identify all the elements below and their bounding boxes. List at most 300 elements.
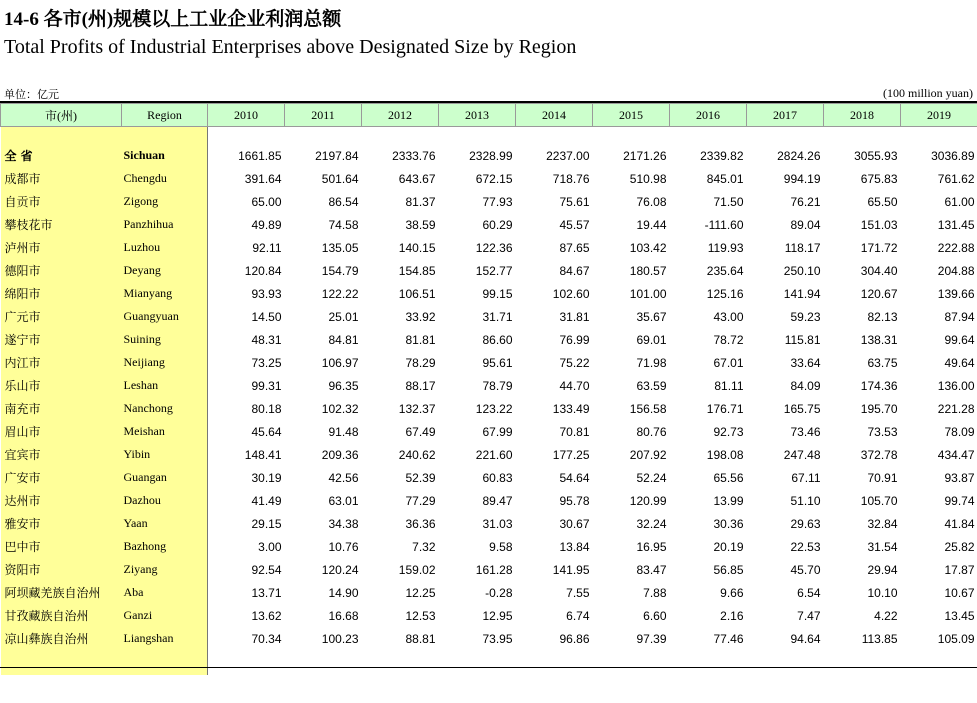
table-title-chinese: 14-6 各市(州)规模以上工业企业利润总额 [4, 9, 342, 30]
profit-value-cell: 44.70 [559, 378, 590, 393]
profit-value-cell: 76.21 [790, 194, 821, 209]
profit-value-cell: 88.81 [405, 631, 436, 646]
profit-value-cell: 122.36 [475, 240, 513, 255]
profit-value-cell: 78.29 [405, 355, 436, 370]
profit-value-cell: 99.15 [482, 286, 513, 301]
profit-value-cell: 93.93 [251, 286, 282, 301]
profit-value-cell: 97.39 [636, 631, 667, 646]
profit-value-cell: 176.71 [706, 401, 744, 416]
profit-value-cell: 92.73 [713, 424, 744, 439]
profit-value-cell: 3055.93 [854, 148, 898, 163]
profit-value-cell: 51.10 [790, 493, 821, 508]
profit-value-cell: 78.09 [944, 424, 975, 439]
region-name-english: Ziyang [122, 558, 208, 581]
profit-value-cell: 65.50 [867, 194, 898, 209]
profit-value-cell: 501.64 [321, 171, 359, 186]
table-row [1, 581, 977, 604]
profit-value-cell: 41.84 [944, 516, 975, 531]
profit-value-cell: 42.56 [328, 470, 359, 485]
profit-value-cell: 139.66 [937, 286, 975, 301]
profit-value-cell: 83.47 [636, 562, 667, 577]
table-body [1, 127, 977, 676]
profit-value-cell: 22.53 [790, 539, 821, 554]
table-row [1, 351, 977, 374]
profit-value-cell: 81.37 [405, 194, 436, 209]
profit-value-cell: 120.67 [860, 286, 898, 301]
profit-value-cell: 32.84 [867, 516, 898, 531]
profit-value-cell: 45.70 [790, 562, 821, 577]
profit-value-cell: 56.85 [713, 562, 744, 577]
table-row [1, 213, 977, 236]
profit-value-cell: 304.40 [860, 263, 898, 278]
profit-value-cell: 31.71 [482, 309, 513, 324]
header-year: 2015 [593, 104, 670, 127]
header-row [1, 104, 977, 127]
profit-value-cell: 845.01 [706, 171, 744, 186]
profit-value-cell: 70.34 [251, 631, 282, 646]
region-name-english: Yibin [122, 443, 208, 466]
profit-value-cell: 148.41 [244, 447, 282, 462]
profit-value-cell: 171.72 [860, 240, 898, 255]
profit-value-cell: 391.64 [244, 171, 282, 186]
profit-value-cell: 12.95 [482, 608, 513, 623]
region-name-english: Neijiang [122, 351, 208, 374]
profit-value-cell: 63.59 [636, 378, 667, 393]
profit-value-cell: 86.60 [482, 332, 513, 347]
region-name-chinese: 南充市 [1, 397, 122, 420]
profit-value-cell: 52.39 [405, 470, 436, 485]
profit-value-cell: 120.24 [321, 562, 359, 577]
profit-value-cell: 70.81 [559, 424, 590, 439]
profit-value-cell: 67.01 [713, 355, 744, 370]
profit-value-cell: 1661.85 [238, 148, 282, 163]
profit-value-cell: 105.70 [860, 493, 898, 508]
profit-value-cell: 221.28 [937, 401, 975, 416]
profit-value-cell: 7.47 [797, 608, 821, 623]
table-row [1, 535, 977, 558]
header-year: 2019 [901, 104, 977, 127]
profit-value-cell: 76.08 [636, 194, 667, 209]
profit-value-cell: 43.00 [713, 309, 744, 324]
profit-value-cell: 10.10 [867, 585, 898, 600]
profit-value-cell: 14.90 [328, 585, 359, 600]
profit-value-cell: 372.78 [860, 447, 898, 462]
region-name-chinese: 攀枝花市 [1, 213, 122, 236]
region-name-english: Bazhong [122, 535, 208, 558]
province-total-row [1, 144, 977, 167]
profits-table [0, 103, 977, 675]
profit-value-cell: 105.09 [937, 631, 975, 646]
region-name-chinese: 资阳市 [1, 558, 122, 581]
profit-value-cell: 84.09 [790, 378, 821, 393]
profit-value-cell: 204.88 [937, 263, 975, 278]
profit-value-cell: 81.81 [405, 332, 436, 347]
region-name-chinese: 宜宾市 [1, 443, 122, 466]
profit-value-cell: 13.99 [713, 493, 744, 508]
table-row [1, 558, 977, 581]
profit-value-cell: 141.95 [552, 562, 590, 577]
profit-value-cell: 89.04 [790, 217, 821, 232]
profit-value-cell: 41.49 [251, 493, 282, 508]
profit-value-cell: 31.03 [482, 516, 513, 531]
table-row [1, 305, 977, 328]
region-name-english: Aba [122, 581, 208, 604]
profit-value-cell: 198.08 [706, 447, 744, 462]
profit-value-cell: 75.22 [559, 355, 590, 370]
profit-value-cell: 140.15 [398, 240, 436, 255]
table-row [1, 259, 977, 282]
table-row [1, 512, 977, 535]
header-year: 2018 [824, 104, 901, 127]
profit-value-cell: 7.32 [412, 539, 436, 554]
profit-value-cell: 30.19 [251, 470, 282, 485]
table-row [1, 328, 977, 351]
table-row [1, 167, 977, 190]
profit-value-cell: 9.66 [720, 585, 744, 600]
region-name-english: Zigong [122, 190, 208, 213]
profit-value-cell: 87.94 [944, 309, 975, 324]
profit-value-cell: 718.76 [552, 171, 590, 186]
profit-value-cell: 2.16 [720, 608, 744, 623]
profit-value-cell: 2328.99 [469, 148, 513, 163]
profit-value-cell: 207.92 [629, 447, 667, 462]
profit-value-cell: 17.87 [944, 562, 975, 577]
profit-value-cell: 103.42 [629, 240, 667, 255]
region-name-english: Nanchong [122, 397, 208, 420]
profit-value-cell: 71.50 [713, 194, 744, 209]
header-year: 2012 [362, 104, 439, 127]
table-title-english: Total Profits of Industrial Enterprises above Designated Size by Region [4, 36, 577, 58]
region-name-english: Leshan [122, 374, 208, 397]
profit-value-cell: 36.36 [405, 516, 436, 531]
profit-value-cell: 154.79 [321, 263, 359, 278]
region-name-english: Yaan [122, 512, 208, 535]
profit-value-cell: 29.94 [867, 562, 898, 577]
profit-value-cell: 54.64 [559, 470, 590, 485]
profit-value-cell: 195.70 [860, 401, 898, 416]
profit-value-cell: 133.49 [552, 401, 590, 416]
profit-value-cell: 81.11 [714, 378, 744, 393]
region-name-chinese: 遂宁市 [1, 328, 122, 351]
profit-value-cell: 34.38 [328, 516, 359, 531]
region-name-chinese: 阿坝藏羌族自治州 [1, 581, 122, 604]
spacer-row [1, 127, 977, 145]
profit-value-cell: 118.17 [784, 240, 821, 255]
profit-value-cell: 119.93 [707, 240, 744, 255]
profit-value-cell: 6.60 [643, 608, 667, 623]
profit-value-cell: 77.93 [482, 194, 513, 209]
profit-value-cell: 2237.00 [546, 148, 590, 163]
profit-value-cell: 71.98 [636, 355, 667, 370]
profit-value-cell: 4.22 [874, 608, 898, 623]
profit-value-cell: 65.00 [251, 194, 282, 209]
profit-value-cell: 16.95 [636, 539, 667, 554]
region-name-english: Sichuan [122, 144, 208, 167]
region-name-english: Deyang [122, 259, 208, 282]
profit-value-cell: 101.00 [629, 286, 667, 301]
profit-value-cell: 10.76 [328, 539, 359, 554]
unit-label-chinese: 单位：亿元 [4, 88, 59, 101]
profit-value-cell: 135.05 [321, 240, 359, 255]
region-name-english: Dazhou [122, 489, 208, 512]
profit-value-cell: 30.36 [713, 516, 744, 531]
region-name-english: Guangyuan [122, 305, 208, 328]
profit-value-cell: 7.88 [643, 585, 667, 600]
region-name-chinese: 广安市 [1, 466, 122, 489]
table-row [1, 420, 977, 443]
region-name-chinese: 达州市 [1, 489, 122, 512]
region-name-chinese: 雅安市 [1, 512, 122, 535]
region-name-english: Mianyang [122, 282, 208, 305]
profit-value-cell: 92.11 [252, 240, 282, 255]
profit-value-cell: 7.55 [566, 585, 590, 600]
table-row [1, 489, 977, 512]
profit-value-cell: 247.48 [783, 447, 821, 462]
profit-value-cell: 99.64 [944, 332, 975, 347]
profit-value-cell: 161.28 [475, 562, 513, 577]
profit-value-cell: 31.54 [867, 539, 898, 554]
profit-value-cell: 152.77 [475, 263, 513, 278]
profit-value-cell: 96.35 [328, 378, 359, 393]
profit-value-cell: 52.24 [636, 470, 667, 485]
profit-value-cell: 59.23 [790, 309, 821, 324]
table-row [1, 190, 977, 213]
profit-value-cell: 48.31 [251, 332, 282, 347]
profit-value-cell: 12.25 [405, 585, 436, 600]
profit-value-cell: 80.18 [251, 401, 282, 416]
profit-value-cell: 96.86 [559, 631, 590, 646]
profit-value-cell: 136.00 [937, 378, 975, 393]
header-year: 2013 [439, 104, 516, 127]
profit-value-cell: 95.61 [482, 355, 513, 370]
profit-value-cell: 88.17 [405, 378, 436, 393]
profit-value-cell: 106.97 [321, 355, 359, 370]
profit-value-cell: 63.75 [867, 355, 898, 370]
profit-value-cell: 82.13 [867, 309, 898, 324]
region-name-english: Ganzi [122, 604, 208, 627]
region-name-chinese: 甘孜藏族自治州 [1, 604, 122, 627]
profit-value-cell: 165.75 [783, 401, 821, 416]
profit-value-cell: 89.47 [482, 493, 513, 508]
profit-value-cell: 87.65 [559, 240, 590, 255]
table-bottom-rule [0, 667, 977, 668]
profit-value-cell: 250.10 [783, 263, 821, 278]
profit-value-cell: 16.68 [328, 608, 359, 623]
region-name-english: Guangan [122, 466, 208, 489]
profit-value-cell: 78.72 [713, 332, 744, 347]
profit-value-cell: 84.67 [559, 263, 590, 278]
profit-value-cell: 115.81 [784, 332, 821, 347]
profit-value-cell: 99.74 [944, 493, 975, 508]
profit-value-cell: 73.53 [867, 424, 898, 439]
region-name-chinese: 绵阳市 [1, 282, 122, 305]
profit-value-cell: 120.99 [629, 493, 667, 508]
profit-value-cell: 95.78 [559, 493, 590, 508]
profit-value-cell: 75.61 [559, 194, 590, 209]
profit-value-cell: 31.81 [559, 309, 590, 324]
profit-value-cell: 123.22 [475, 401, 513, 416]
profit-value-cell: 9.58 [489, 539, 513, 554]
region-name-english: Chengdu [122, 167, 208, 190]
profit-value-cell: 180.57 [629, 263, 667, 278]
profit-value-cell: 45.64 [251, 424, 282, 439]
profit-value-cell: 92.54 [251, 562, 282, 577]
table-row [1, 627, 977, 650]
profit-value-cell: 113.85 [861, 631, 898, 646]
profit-value-cell: 67.99 [482, 424, 513, 439]
region-name-chinese: 自贡市 [1, 190, 122, 213]
profit-value-cell: 672.15 [475, 171, 513, 186]
profit-value-cell: 13.45 [944, 608, 975, 623]
profit-value-cell: 156.58 [629, 401, 667, 416]
profit-value-cell: 77.46 [713, 631, 744, 646]
region-name-chinese: 乐山市 [1, 374, 122, 397]
region-name-chinese: 眉山市 [1, 420, 122, 443]
region-name-chinese: 成都市 [1, 167, 122, 190]
profit-value-cell: 643.67 [398, 171, 436, 186]
profit-value-cell: 61.00 [944, 194, 975, 209]
table-row [1, 397, 977, 420]
profit-value-cell: 25.82 [944, 539, 975, 554]
header-city: 市(州) [1, 104, 122, 127]
profit-value-cell: 151.03 [860, 217, 898, 232]
region-name-chinese: 广元市 [1, 305, 122, 328]
profit-value-cell: 73.46 [790, 424, 821, 439]
profit-value-cell: 99.31 [251, 378, 282, 393]
profit-value-cell: 45.57 [559, 217, 590, 232]
profit-value-cell: 761.62 [937, 171, 975, 186]
profit-value-cell: 73.95 [482, 631, 513, 646]
region-name-chinese: 巴中市 [1, 535, 122, 558]
profit-value-cell: 29.63 [790, 516, 821, 531]
profit-value-cell: 3.00 [258, 539, 282, 554]
region-name-english: Meishan [122, 420, 208, 443]
profit-value-cell: 63.01 [328, 493, 359, 508]
table-row [1, 443, 977, 466]
profit-value-cell: 510.98 [629, 171, 667, 186]
profit-value-cell: 19.44 [636, 217, 667, 232]
profit-value-cell: 120.84 [244, 263, 282, 278]
profit-value-cell: 70.91 [867, 470, 898, 485]
region-name-english: Suining [122, 328, 208, 351]
header-year: 2017 [747, 104, 824, 127]
profit-value-cell: 994.19 [783, 171, 821, 186]
profit-value-cell: 209.36 [321, 447, 359, 462]
region-name-chinese: 全 省 [1, 144, 122, 167]
profit-value-cell: 38.59 [405, 217, 436, 232]
profit-value-cell: 141.94 [783, 286, 821, 301]
profit-value-cell: 235.64 [706, 263, 744, 278]
profit-value-cell: 174.36 [860, 378, 898, 393]
profit-value-cell: 102.60 [552, 286, 590, 301]
profit-value-cell: 122.22 [321, 286, 359, 301]
region-name-english: Luzhou [122, 236, 208, 259]
profit-value-cell: 33.92 [405, 309, 436, 324]
header-year: 2011 [285, 104, 362, 127]
table-row [1, 282, 977, 305]
profit-value-cell: 91.48 [328, 424, 359, 439]
profit-value-cell: 65.56 [713, 470, 744, 485]
profit-value-cell: 154.85 [398, 263, 436, 278]
profit-value-cell: 6.54 [797, 585, 821, 600]
profit-value-cell: 20.19 [713, 539, 744, 554]
profit-value-cell: 25.01 [328, 309, 359, 324]
profit-value-cell: 78.79 [482, 378, 513, 393]
table-row [1, 604, 977, 627]
header-year: 2016 [670, 104, 747, 127]
profit-value-cell: 32.24 [636, 516, 667, 531]
profit-value-cell: 132.37 [398, 401, 436, 416]
profit-value-cell: 60.29 [482, 217, 513, 232]
table-row [1, 236, 977, 259]
region-name-chinese: 凉山彝族自治州 [1, 627, 122, 650]
profit-value-cell: 93.87 [944, 470, 975, 485]
profit-value-cell: 222.88 [937, 240, 975, 255]
profit-value-cell: 125.16 [706, 286, 744, 301]
profit-value-cell: 177.25 [552, 447, 590, 462]
profit-value-cell: 2339.82 [700, 148, 744, 163]
profit-value-cell: 49.89 [251, 217, 282, 232]
profit-value-cell: 2197.84 [315, 148, 359, 163]
profit-value-cell: 13.62 [251, 608, 282, 623]
profit-value-cell: 675.83 [860, 171, 898, 186]
profit-value-cell: 76.99 [559, 332, 590, 347]
profit-value-cell: 221.60 [475, 447, 513, 462]
profit-value-cell: 138.31 [860, 332, 898, 347]
profit-value-cell: 2171.26 [623, 148, 667, 163]
region-name-english: Panzhihua [122, 213, 208, 236]
profit-value-cell: 13.71 [251, 585, 282, 600]
region-name-english: Liangshan [122, 627, 208, 650]
profit-value-cell: 73.25 [251, 355, 282, 370]
profit-value-cell: 30.67 [559, 516, 590, 531]
profit-value-cell: 240.62 [398, 447, 436, 462]
profit-value-cell: 106.51 [398, 286, 436, 301]
profit-value-cell: -111.60 [704, 217, 744, 232]
region-name-chinese: 内江市 [1, 351, 122, 374]
profit-value-cell: 102.32 [321, 401, 359, 416]
profit-value-cell: 33.64 [790, 355, 821, 370]
region-name-chinese: 泸州市 [1, 236, 122, 259]
profit-value-cell: -0.28 [485, 585, 513, 600]
profit-value-cell: 14.50 [251, 309, 282, 324]
header-year: 2010 [208, 104, 285, 127]
profit-value-cell: 49.64 [944, 355, 975, 370]
profit-value-cell: 94.64 [790, 631, 821, 646]
profit-value-cell: 6.74 [566, 608, 590, 623]
profit-value-cell: 86.54 [328, 194, 359, 209]
region-name-chinese: 德阳市 [1, 259, 122, 282]
header-region: Region [122, 104, 208, 127]
profit-value-cell: 159.02 [398, 562, 436, 577]
profit-value-cell: 74.58 [328, 217, 359, 232]
profit-value-cell: 13.84 [559, 539, 590, 554]
trailing-spacer-row [1, 650, 977, 675]
table-row [1, 466, 977, 489]
profit-value-cell: 2824.26 [777, 148, 821, 163]
profit-value-cell: 69.01 [636, 332, 667, 347]
profit-value-cell: 29.15 [251, 516, 282, 531]
unit-label-english: (100 million yuan) [883, 86, 973, 100]
profit-value-cell: 60.83 [482, 470, 513, 485]
profit-value-cell: 35.67 [636, 309, 667, 324]
profit-value-cell: 3036.89 [931, 148, 975, 163]
profit-value-cell: 131.45 [937, 217, 975, 232]
profit-value-cell: 434.47 [937, 447, 975, 462]
profit-value-cell: 12.53 [405, 608, 436, 623]
profit-value-cell: 10.67 [944, 585, 975, 600]
profit-value-cell: 80.76 [636, 424, 667, 439]
